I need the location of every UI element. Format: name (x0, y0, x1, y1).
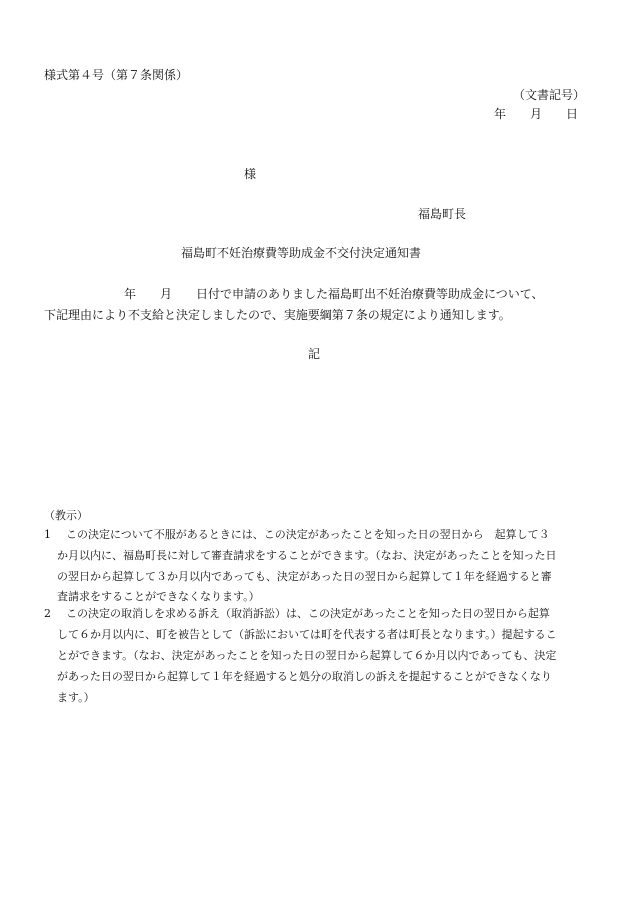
form-number: 様式第４号（第７条関係） (44, 68, 189, 82)
notice-item-1-line: 査請求をすることができなくなります。） (57, 590, 260, 603)
body-line-1: 年 月 日付で申請のありました福島町出不妊治療費等助成金について、 (124, 287, 544, 301)
notice-item-1-line: か月以内に、福島町長に対して審査請求をすることができます。（なお、決定があったことを知った日 (57, 549, 557, 562)
document-symbol: （文書記号） (513, 88, 586, 102)
notice-item-2-line: この決定の取消しを求める訴え（取消訴訟）は、この決定があったことを知った日の翌日から起算 (55, 607, 550, 620)
sender-name: 福島町長 (418, 207, 467, 221)
notice-item-2-line: ます。） (57, 691, 95, 704)
notice-item-1-line: この決定について不服があるときには、この決定があったことを知った日の翌日から 起算して３ (55, 528, 550, 541)
notice-item-number: 1 (44, 528, 51, 541)
notice-item-number: 2 (44, 607, 51, 620)
notice-item-2-line: があった日の翌日から起算して１年を経過すると処分の取消しの訴えを提起することができなくなり (57, 670, 552, 683)
document-title: 福島町不妊治療費等助成金不交付決定通知書 (181, 246, 422, 260)
date-line: 年 月 日 (494, 107, 579, 121)
ki-marker: 記 (308, 347, 321, 361)
addressee-honorific: 様 (244, 167, 257, 181)
notice-item-2-line: とができます。（なお、決定があったことを知った日の翌日から起算して６か月以内であっても、決定 (57, 649, 557, 662)
notice-heading: （教示） (44, 509, 88, 522)
notice-item-1-line: の翌日から起算して３か月以内であっても、決定があった日の翌日から起算して１年を経過すると審 (57, 570, 552, 583)
notice-item-2-line: して６か月以内に、町を被告として（訴訟においては町を代表する者は町長となります。）提起するこ (57, 628, 557, 641)
body-line-2: 下記理由により不支給と決定しましたので、実施要綱第７条の規定により通知します。 (44, 308, 511, 322)
